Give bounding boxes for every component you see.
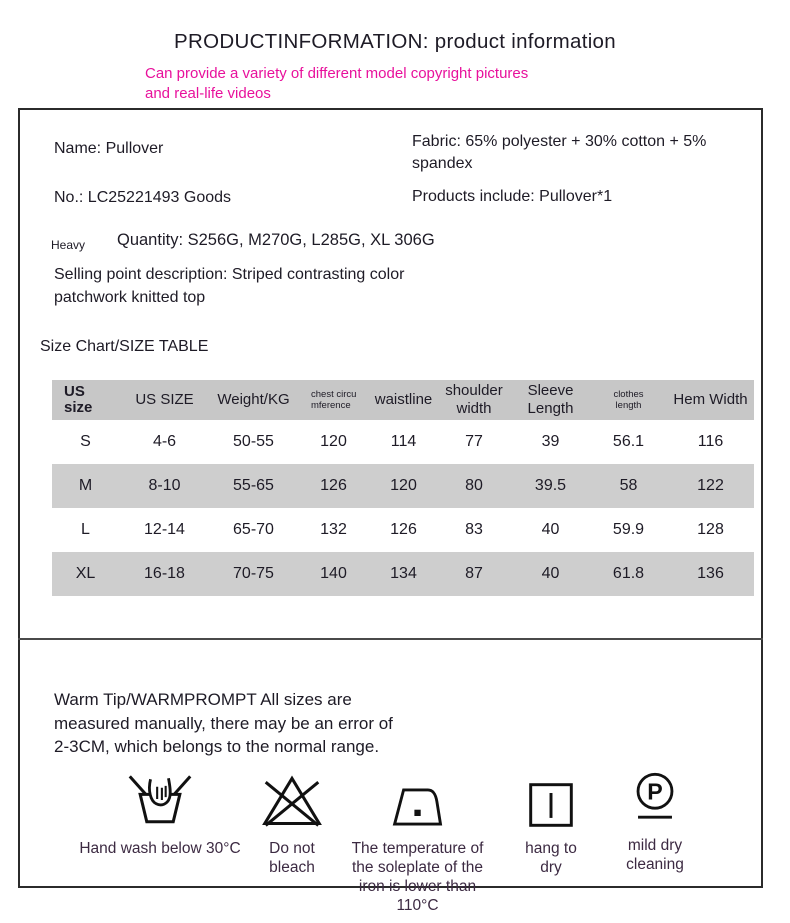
hand-wash-icon	[45, 765, 275, 829]
cell: 50-55	[233, 433, 274, 450]
cell: 12-14	[144, 521, 185, 538]
page-subtitle-line1: Can provide a variety of different model copyright pictures	[145, 65, 529, 82]
care-item-do-not-bleach	[252, 765, 332, 877]
size-row-m	[52, 464, 754, 508]
cell: 70-75	[233, 565, 274, 582]
cell: 114	[390, 433, 417, 450]
care-label: Hand wash below 30°C	[79, 840, 241, 857]
cell: 132	[320, 521, 347, 538]
cell: 120	[390, 477, 417, 494]
warm-tip-line2: measured manually, there may be an error of	[54, 713, 393, 733]
cell: 128	[697, 521, 724, 538]
cell: 65-70	[233, 521, 274, 538]
col-header-us-size: US size	[64, 383, 93, 416]
cell: 122	[697, 477, 724, 494]
size-row-s	[52, 420, 754, 464]
care-label: The temperature of the soleplate of the iron is lower than 110°C	[351, 840, 484, 914]
cell: 134	[390, 565, 417, 582]
warm-tip-line1: Warm Tip/WARMPROMPT All sizes are	[54, 690, 352, 709]
size-row-xl	[52, 552, 754, 596]
col-header-clothes-length: clothes length	[613, 389, 644, 411]
care-item-dry-clean	[610, 762, 700, 874]
cell: 58	[619, 477, 638, 494]
col-header-waistline: waistline	[374, 391, 433, 408]
cell: S	[80, 433, 91, 450]
page-title: PRODUCTINFORMATION: product information	[174, 30, 616, 53]
cell: 83	[465, 521, 483, 538]
product-fabric	[412, 131, 752, 175]
col-header-shoulder-width: shoulder width	[445, 382, 503, 417]
cell: 87	[465, 565, 483, 582]
cell: 56.1	[612, 433, 645, 450]
care-label: mild dry cleaning	[626, 837, 684, 873]
care-item-hang-dry	[516, 765, 586, 877]
cell: M	[78, 477, 93, 494]
cell: 120	[320, 433, 347, 450]
cell: 55-65	[233, 477, 274, 494]
mild-dry-clean-icon	[610, 762, 700, 826]
cell: 61.8	[612, 565, 645, 582]
cell: 116	[697, 433, 724, 450]
care-item-hand-wash	[45, 765, 275, 858]
product-item-no: No.: LC25221493 Goods	[54, 189, 232, 206]
hang-to-dry-icon	[516, 765, 586, 829]
cell: 40	[541, 565, 560, 582]
cell: 77	[465, 433, 483, 450]
cell: 39	[541, 433, 560, 450]
product-fabric-line2: spandex	[412, 155, 473, 172]
col-header-us-size-2: US SIZE	[135, 391, 194, 408]
care-label: Do not bleach	[269, 840, 315, 876]
warm-tip	[54, 688, 393, 759]
horizontal-divider	[18, 638, 763, 640]
cell: 140	[320, 565, 347, 582]
product-fabric-line1: Fabric: 65% polyester + 30% cotton + 5%	[412, 133, 707, 150]
quantity-per-size: Quantity: S256G, M270G, L285G, XL 306G	[117, 231, 435, 249]
products-include: Products include: Pullover*1	[412, 188, 613, 205]
weight-label: Heavy	[51, 238, 86, 252]
selling-point-line2: patchwork knitted top	[54, 289, 206, 306]
col-header-chest: chest circumference	[311, 389, 357, 411]
do-not-bleach-icon	[252, 765, 332, 829]
size-table	[52, 380, 754, 596]
col-header-hem-width: Hem Width	[673, 391, 748, 408]
cell: 40	[541, 521, 560, 538]
cell: 8-10	[148, 477, 181, 494]
cell: 16-18	[144, 565, 185, 582]
col-header-weight-kg: Weight/KG	[217, 391, 290, 408]
product-name: Name: Pullover	[54, 140, 164, 157]
cell: L	[81, 521, 90, 538]
cell: 80	[465, 477, 483, 494]
cell: 136	[697, 565, 724, 582]
size-chart-heading: Size Chart/SIZE TABLE	[40, 338, 209, 355]
iron-max-110-icon	[340, 765, 495, 829]
warm-tip-line3: 2-3CM, which belongs to the normal range.	[54, 737, 380, 756]
cell: 126	[320, 477, 347, 494]
page-subtitle	[145, 64, 528, 104]
size-row-l	[52, 508, 754, 552]
size-table-header-row	[52, 380, 754, 420]
care-label: hang to dry	[525, 840, 577, 876]
svg-text:P: P	[647, 778, 663, 805]
cell: XL	[75, 565, 96, 582]
selling-point-line1: Selling point description: Striped contrasting color	[54, 266, 405, 283]
page-subtitle-line2: and real-life videos	[145, 85, 271, 102]
product-info-card	[18, 108, 763, 914]
care-item-iron-low	[340, 765, 495, 915]
cell: 4-6	[152, 433, 177, 450]
cell: 39.5	[534, 477, 567, 494]
cell: 126	[390, 521, 417, 538]
cell: 59.9	[612, 521, 645, 538]
col-header-sleeve-length: Sleeve Length	[527, 382, 574, 417]
selling-point	[54, 263, 404, 309]
